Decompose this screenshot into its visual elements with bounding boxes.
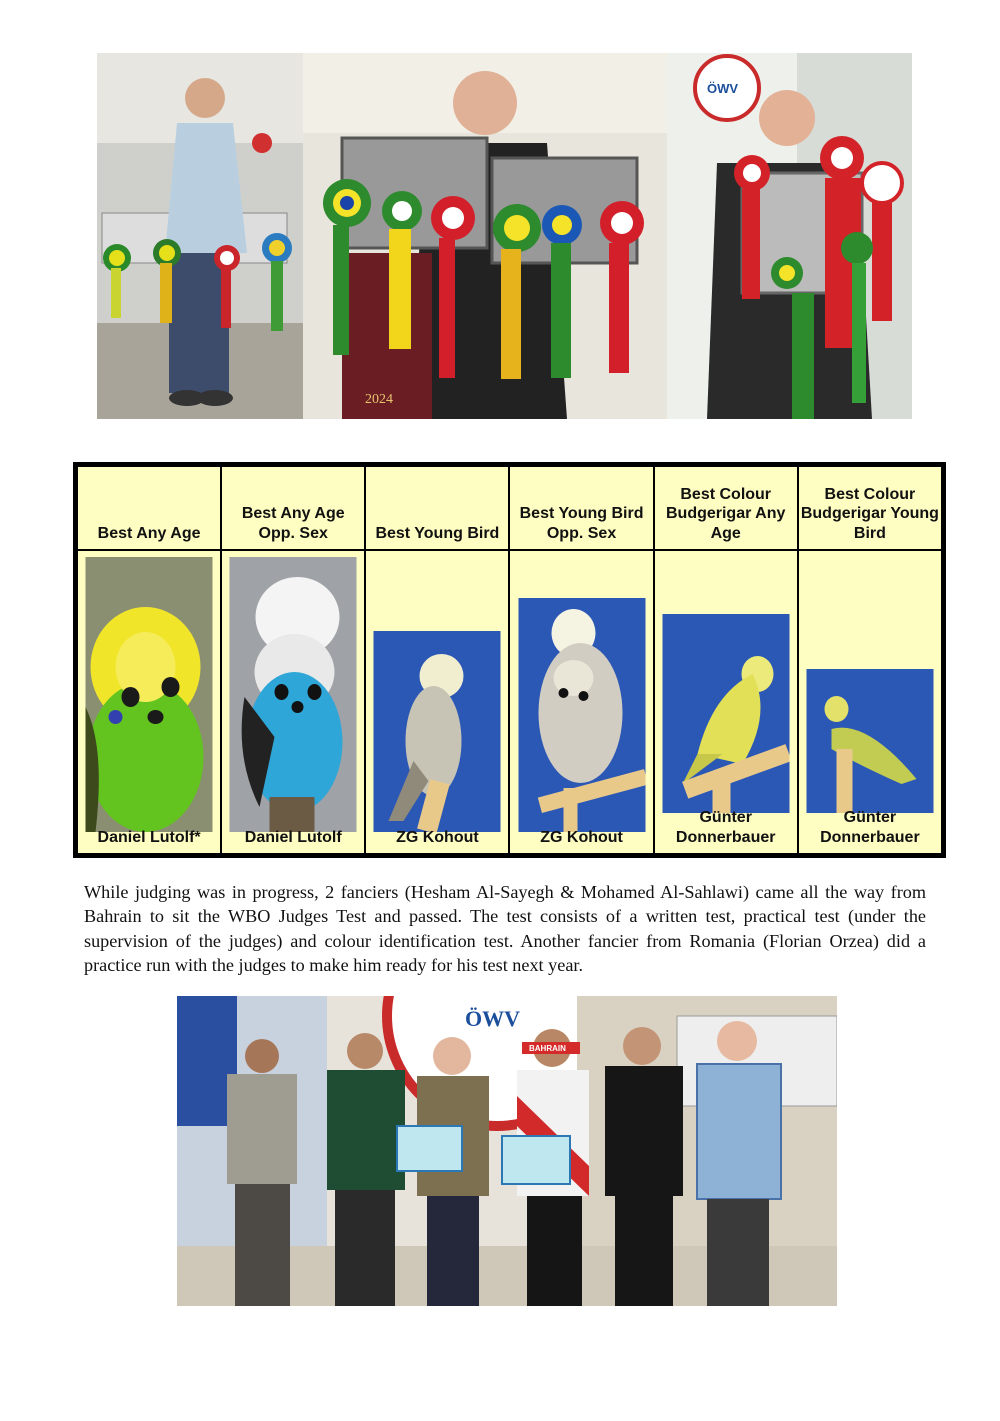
budgie-photo — [230, 557, 357, 832]
cap-text: BAHRAIN — [529, 1044, 566, 1053]
owner-name: ZG Kohout — [396, 828, 479, 846]
table-cell — [509, 550, 653, 854]
banner-year: 2024 — [365, 392, 393, 407]
table-cell — [365, 550, 509, 854]
awards-table — [73, 462, 946, 858]
table-cell — [77, 550, 221, 854]
table-header-cell: Best Young Bird Opp. Sex — [509, 466, 653, 550]
table-header-cell: Best Colour Budgerigar Any Age — [654, 466, 798, 550]
table-header-cell: Best Any Age Opp. Sex — [221, 466, 365, 550]
table-header-cell: Best Colour Budgerigar Young Bird — [798, 466, 942, 550]
owner-name: Daniel Lutolf* — [97, 828, 201, 846]
owner-name: Daniel Lutolf — [244, 828, 342, 846]
logo-text: ÖWV — [707, 81, 739, 96]
table-header-cell: Best Young Bird — [365, 466, 509, 550]
table-header-cell: Best Any Age — [77, 466, 221, 550]
owner-name: Günter Donnerbauer — [820, 809, 920, 846]
award-winners-photo-strip — [97, 53, 912, 419]
owner-name: Günter Donnerbauer — [675, 809, 776, 846]
body-paragraph: While judging was in progress, 2 fanciers (Hesham Al-Sayegh & Mohamed Al-Sahlawi) came all the way from Bahrain to sit the WBO Judges Test and passed. The test consists of a written test, practical test (under the supervision of the judges) and colour identification test. Another fancier from Romania (Florian Orzea) did a practice run with the judges to make him ready for his test next year. — [84, 882, 926, 975]
judges-test-group-photo — [177, 996, 837, 1306]
banner-logo: ÖWV — [465, 1006, 520, 1031]
table-cell — [221, 550, 365, 854]
table-row — [77, 550, 942, 854]
table-header-row — [77, 466, 942, 550]
budgie-photo — [518, 598, 645, 832]
budgie-photo — [806, 669, 933, 813]
table-cell — [654, 550, 798, 854]
owner-name: ZG Kohout — [540, 828, 623, 846]
budgie-photo — [374, 631, 501, 832]
table-cell — [798, 550, 942, 854]
budgie-photo — [86, 557, 213, 832]
budgie-photo — [662, 614, 789, 813]
